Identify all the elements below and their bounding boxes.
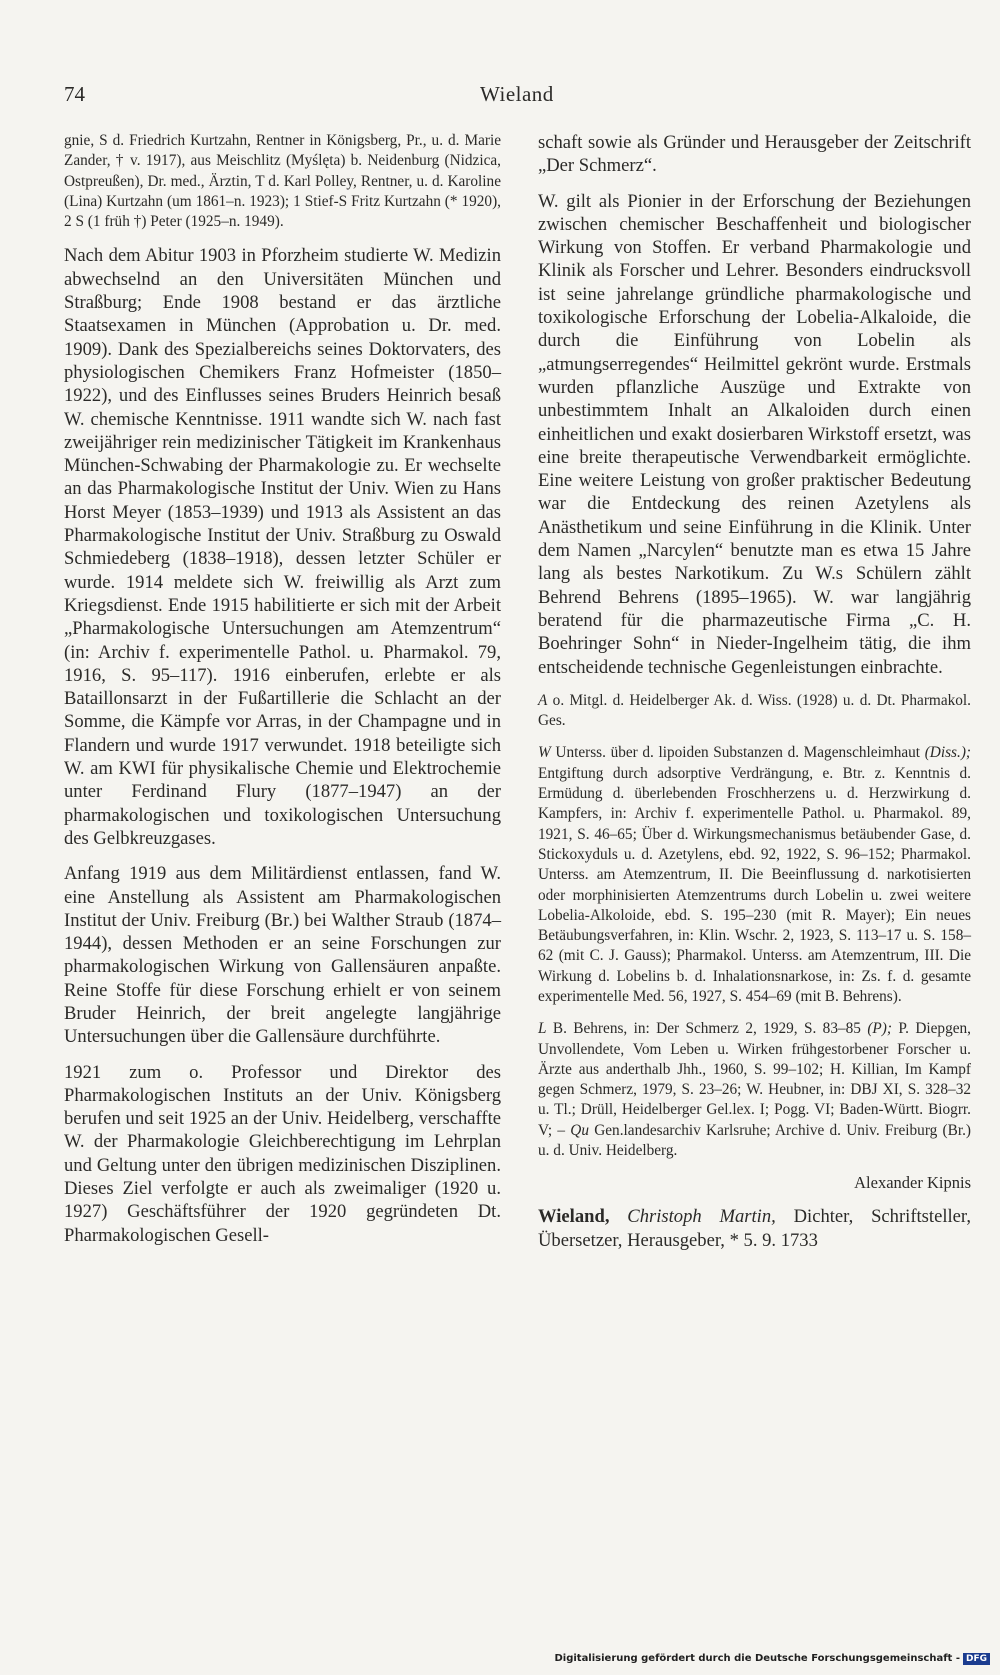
works-text: Entgiftung durch adsorptive Verdrängung, e. Btr. z. Kenntnis d. Ermüdung d. überlebenden Froschherzens u. d. Herzwirkung d. Kampfers, in: Archiv f. experimentelle Pathol. u. Pharmakol. 89, 1921, S. 46–65; Über d. Wirkungsmechanismus betäubender Gase, d. Stickoxyduls u. d. Azetylens, ebd. 92, 1922, S. 96–152; Pharmakol. Unterss. am Atemzentrum, II. Die Beeinflussung d. narkotisierten oder morphinisierten Atemzentrums durch Lobelin u. zwei weitere Lobelia-Alkoloide, ebd. S. 195–230 (mit R. Mayer); Ein neues Betäubungsverfahren, in: Klin. Wschr. 2, 1923, S. 113–17 u. S. 158–62 (mit C. J. Gauss); Pharmakol. Unterss. am Atemzentrum, III. Die Wirkung d. Lobelins b. d. Inhalationsnarkose, in: Zs. f. d. gesamte experimentelle Med. 56, 1927, S. 454–69 (mit B. Behrens).	[538, 764, 971, 1005]
intro-paragraph: gnie, S d. Friedrich Kurtzahn, Rentner in Königsberg, Pr., u. d. Marie Zander, † v. 1917), aus Meischlitz (Myślęta) b. Neidenburg (Nidzica, Ostpreußen), Dr. med., Ärztin, T d. Karl Polley, Rentner, u. d. Karoline (Lina) Kurtzahn (um 1861–n. 1923); 1 Stief-S Fritz Kurtzahn (* 1920), 2 S (1 früh †) Peter (1925–n. 1949).	[64, 132, 501, 231]
footer-text: Digitalisierung gefördert durch die Deutsche Forschungsgemeinschaft -	[554, 1653, 960, 1664]
works-tag: W	[538, 744, 551, 762]
left-column	[64, 131, 501, 1259]
works-section	[538, 743, 971, 1007]
awards-text: o. Mitgl. d. Heidelberger Ak. d. Wiss. (1928) u. d. Dt. Pharmakol. Ges.	[538, 691, 971, 730]
body-paragraph: W. gilt als Pionier in der Erforschung der Beziehungen zwischen chemischer Beschaffenheit und biologischer Wirkung von Stoffen. Er verband Pharmakologie und Klinik als Forscher und Lehrer. Besonders eindrucksvoll ist seine jahrelange gründliche pharmakologische und toxikologische Erforschung der Lobelia-Alkaloide, die durch die Einführung von Lobelin als „atmungserregendes“ Heilmittel gekrönt wurde. Erstmals wurden pflanzliche Auszüge und Extrakte von unbestimmtem Inhalt an Alkaloiden durch einen einheitlichen und exakt dosierbaren Wirkstoff ersetzt, was eine breite therapeutische Verwendbarkeit ermöglichte. Eine weitere Leistung von großer praktischer Bedeutung war die Entdeckung des reinen Azetylens als Anästhetikum und seine Einführung in die Klinik. Unter dem Namen „Narcylen“ benutzte man es etwa 15 Jahre lang als bestes Narkotikum. Zu W.s Schülern zählt Behrend Behrens (1895–1965). W. war langjährig beratend für die pharmazeutische Firma „C. H. Boehringer Sohn“ in Nieder-Ingelheim tätig, die ihm entscheidende technische Gegenleistungen einbrachte.	[538, 190, 971, 678]
body-paragraph: schaft sowie als Gründer und Herausgeber der Zeitschrift „Der Schmerz“.	[538, 132, 971, 177]
page-number: 74	[64, 82, 85, 106]
body-paragraph: Anfang 1919 aus dem Militärdienst entlassen, fand W. eine Anstellung als Assistent am Pharmakologischen Institut der Univ. Freiburg (Br.) bei Walther Straub (1874–1944), dessen Methoden er an seine Forschungen zur pharmakologischen Wirkung von Gallensäuren anpaßte. Reine Stoffe für diese Forschung erhielt er von seinem Bruder Heinrich, der breit angelegte langjährige Untersuchungen über die Gallensäure durchführte.	[64, 863, 501, 1048]
literature-portrait-mark: (P);	[867, 1020, 892, 1038]
literature-text: B. Behrens, in: Der Schmerz 2, 1929, S. 83–85	[552, 1020, 861, 1038]
right-column	[538, 131, 971, 1264]
works-text: Unterss. über d. lipoiden Substanzen d. Magenschleimhaut	[555, 744, 921, 762]
entry-surname: Wieland,	[538, 1206, 610, 1228]
digitization-footer	[554, 1653, 990, 1665]
works-diss: (Diss.);	[924, 744, 972, 762]
entry-given-names: Christoph Martin,	[627, 1206, 776, 1228]
literature-tag: L	[538, 1020, 547, 1038]
dfg-logo: DFG	[963, 1653, 990, 1665]
literature-section	[538, 1019, 971, 1161]
entry-description: Dichter, Schriftsteller, Übersetzer, Herausgeber, * 5. 9. 1733	[538, 1206, 972, 1251]
body-paragraph: 1921 zum o. Professor und Direktor des Pharmakologischen Instituts an der Univ. Königsberg berufen und seit 1925 an der Univ. Heidelberg, verschaffte W. der Pharmakologie Gleichberechtigung im Lehrplan und Geltung unter den übrigen medizinischen Disziplinen. Dieses Ziel verfolgte er auch als zweimaliger (1920 u. 1927) Geschäftsführer der 1920 gegründeten Dt. Pharmakologischen Gesell-	[64, 1061, 501, 1246]
running-head: Wieland	[480, 82, 554, 106]
body-paragraph: Nach dem Abitur 1903 in Pforzheim studierte W. Medizin abwechselnd an den Universitäten München und Straßburg; Ende 1908 bestand er das ärztliche Staatsexamen in München (Approbation u. Dr. med. 1909). Dank des Spezialbereichs seines Doktorvaters, des physiologischen Chemikers Franz Hofmeister (1850–1922), und des Einflusses seines Bruders Heinrich besaß W. chemische Kenntnisse. 1911 wandte sich W. nach fast zweijähriger rein medizinischer Tätigkeit im Krankenhaus München-Schwabing der Pharmakologie zu. Er wechselte an das Pharmakologische Institut der Univ. Wien zu Hans Horst Meyer (1853–1939) und 1913 als Assistent an das Pharmakologische Institut der Univ. Straßburg zu Oswald Schmiedeberg (1838–1918), dessen letzter Schüler er wurde. 1914 meldete sich W. freiwillig als Arzt zum Kriegsdienst. Ende 1915 habilitierte er sich mit der Arbeit „Pharmakologische Untersuchungen am Atemzentrum“ (in: Archiv f. experimentelle Pathol. u. Pharmakol. 79, 1916, S. 95–117). 1916 einberufen, erlebte er als Bataillonsarzt in der Fußartillerie die Schlacht an der Somme, die Kämpfe vor Arras, in der Champagne und in Flandern und wurde 1917 verwundet. 1918 beteiligte sich W. am KWI für physikalische Chemie und Elektrochemie unter Ferdinand Flury (1877–1947) an der pharmakologischen und toxikologischen Untersuchung des Gelbkreuzgases.	[64, 245, 501, 849]
literature-text: P. Diepgen, Unvollendete, Vom Leben u. Wirken frühgestorbener Forscher u. Ärzte aus anderthalb Jhh., 1960, S. 99–102; H. Killian, Im Kampf gegen Schmerz, 1979, S. 23–26; W. Heubner, in: DBJ XI, S. 328–32 u. Tl.; Drüll, Heidelberger Gel.lex. I; Pogg. VI; Baden-Württ. Biogrr. V; –	[538, 1020, 971, 1139]
awards-tag: A	[538, 691, 548, 709]
sources-text: Gen.landesarchiv Karlsruhe; Archive d. Univ. Freiburg (Br.) u. d. Univ. Heidelberg.	[538, 1121, 971, 1160]
next-entry-heading	[538, 1205, 971, 1252]
sources-tag: Qu	[570, 1121, 589, 1139]
awards-section	[538, 691, 971, 732]
author-signature: Alexander Kipnis	[854, 1173, 971, 1193]
